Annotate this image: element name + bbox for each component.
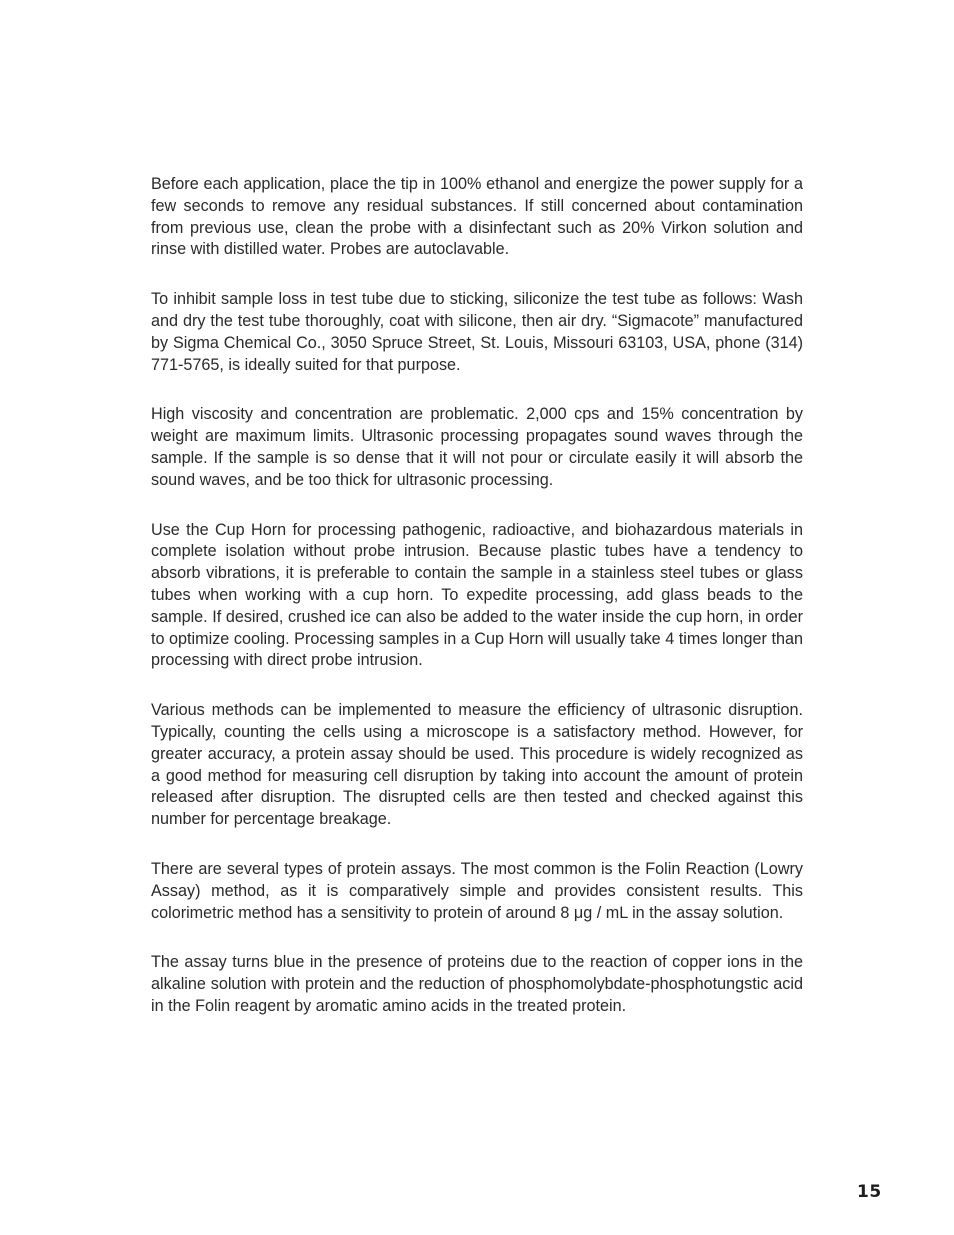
paragraph-viscosity-limits: High viscosity and concentration are problematic. 2,000 cps and 15% concentration by weight are maximum limits. Ultrasonic processing propagates sound waves through the sample. If the sample is so dense that it will not pour or circulate easily it will absorb the sound waves, and be too thick for ultrasonic processing.: [151, 405, 803, 489]
paragraph-assay-reaction: The assay turns blue in the presence of proteins due to the reaction of copper ions in the alkaline solution with protein and the reduction of phosphomolybdate-phosphotungstic acid in the Folin reagent by aromatic amino acids in the treated protein.: [151, 953, 803, 1015]
paragraph-measurement-methods: Various methods can be implemented to measure the efficiency of ultrasonic disruption. Typically, counting the cells using a microscope is a satisfactory method. However, for greater accuracy, a protein assay should be used. This procedure is widely recognized as a good method for measuring cell disruption by taking into account the amount of protein released after disruption. The disrupted cells are then tested and checked against this number for percentage breakage.: [151, 701, 803, 829]
page-body: [151, 174, 803, 1046]
page-number: 15: [857, 1182, 882, 1202]
paragraph-cup-horn: Use the Cup Horn for processing pathogenic, radioactive, and biohazardous materials in complete isolation without probe intrusion. Because plastic tubes have a tendency to absorb vibrations, it is preferable to contain the sample in a stainless steel tubes or glass tubes when working with a cup horn. To expedite processing, add glass beads to the sample. If desired, crushed ice can also be added to the water inside the cup horn, in order to optimize cooling. Processing samples in a Cup Horn will usually take 4 times longer than processing with direct probe intrusion.: [151, 520, 803, 670]
paragraph-protein-assays: There are several types of protein assays. The most common is the Folin Reaction (Lowry Assay) method, as it is comparatively simple and provides consistent results. This colorimetric method has a sensitivity to protein of around 8 μg / mL in the assay solution.: [151, 859, 803, 922]
paragraph-siliconize-test-tube: To inhibit sample loss in test tube due to sticking, siliconize the test tube as follows: Wash and dry the test tube thoroughly, coat with silicone, then air dry. “Sigmacote” manufactured by Sigma Chemical Co., 3050 Spruce Street, St. Louis, Missouri 63103, USA, phone (314) 771-5765, is ideally suited for that purpose.: [151, 290, 803, 374]
paragraph-probe-cleaning: Before each application, place the tip in 100% ethanol and energize the power supply for a few seconds to remove any residual substances. If still concerned about contamination from previous use, clean the probe with a disinfectant such as 20% Virkon solution and rinse with distilled water. Probes are autoclavable.: [151, 175, 803, 259]
